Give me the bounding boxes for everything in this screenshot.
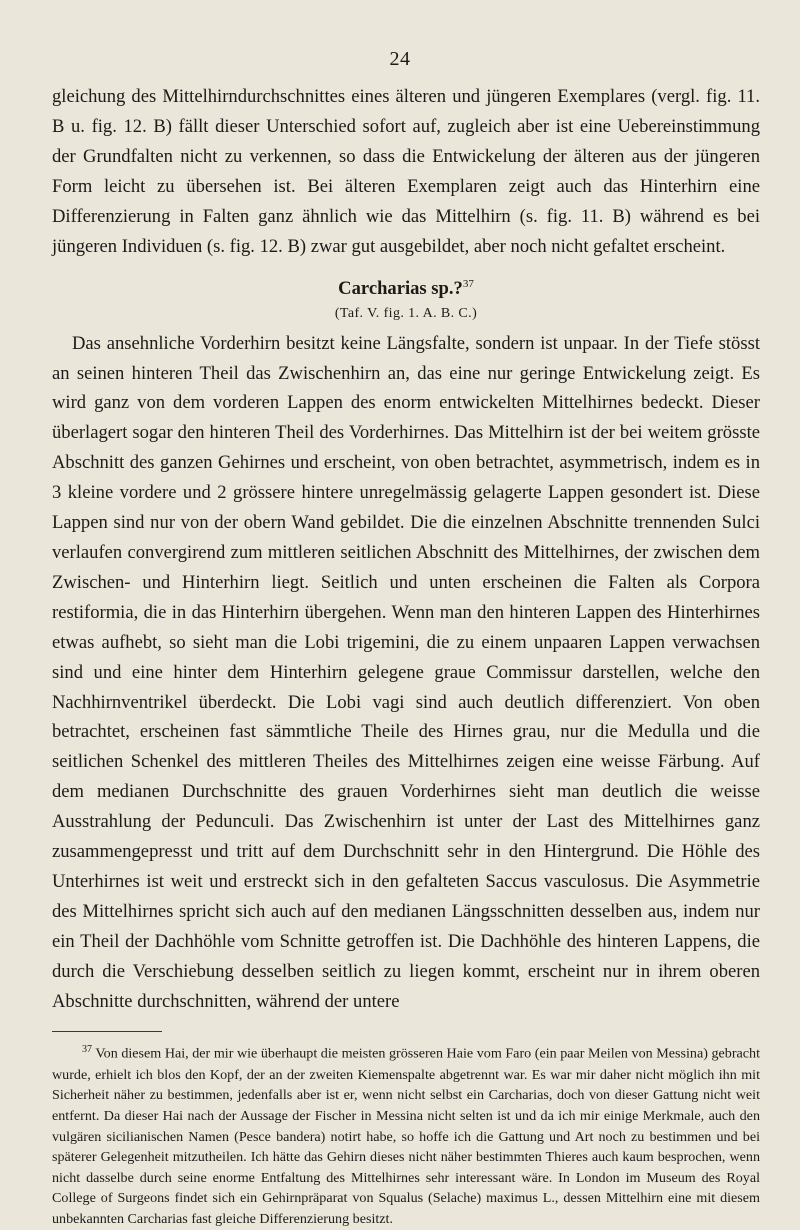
page-body [52, 82, 760, 1230]
footnote-text: Von diesem Hai, der mir wie überhaupt die meisten grösseren Haie vom Faro (ein paar Meilen von Messina) gebracht wurde, erhielt ich blos den Kopf, der an der zweiten Kiemenspalte abgetrennt war. Es war mir daher nicht möglich ihn mit Sicherheit näher zu bestimmen, jedenfalls aber ist er, wenn nicht selbst ein Carcharias, doch von dieser Gattung nicht weit entfernt. Da dieser Hai nach der Aussage der Fischer in Messina nicht selten ist und da ich mir einige Merkmale, auch den vulgären sicilianischen Namen (Pesce bandera) notirt habe, so hoffe ich die Gattung und Art noch zu bestimmen und bei späterer Gelegenheit mitzutheilen. Ich hätte das Gehirn dieses nicht näher bestimmten Thieres auch kaum besprochen, wenn nicht dasselbe durch seine enorme Entfaltung des Mittelhirnes sehr interessant wäre. In London im Museum des Royal College of Surgeons findet sich ein Gehirnpräparat von Squalus (Selache) maximus L., dessen Mittelhirn eine mit diesem unbekannten Carcharias fast gleiche Differenzierung besitzt. [52, 1046, 760, 1227]
page-number: 24 [389, 48, 411, 70]
plate-reference: (Taf. V. fig. 1. A. B. C.) [334, 305, 478, 321]
footnote-separator [52, 1031, 162, 1032]
footnote-reference: 37 [462, 278, 474, 291]
section-title: Carcharias sp.? [338, 278, 463, 300]
section-heading [52, 271, 760, 302]
paragraph-main: Das ansehnliche Vorderhirn besitzt keine Längsfalte, sondern ist unpaar. In der Tiefe stösst an seinen hinteren Theil das Zwischenhirn an, das eine nur geringe Entwickelung zeigt. Es wird ganz von dem vorderen Lappen des enorm entwickelten Mittelhirnes bedeckt. Dieser überlagert sogar den hinteren Theil des Vorderhirnes. Das Mittelhirn ist der bei weitem grösste Abschnitt des ganzen Gehirnes und erscheint, von oben betrachtet, asymmetrisch, indem es in 3 kleine vordere und 2 grössere hintere unregelmässig gelagerte Lappen gesondert ist. Diese Lappen sind nur von der obern Wand gebildet. Die die einzelnen Abschnitte trennenden Sulci verlaufen convergirend zum mittleren seitlichen Abschnitt des Mittelhirnes, der zwischen dem Zwischen- und Hinterhirn liegt. Seitlich und unten erscheinen die Falten als Corpora restiformia, die in das Hinterhirn übergehen. Wenn man den hinteren Lappen des Hinterhirnes etwas aufhebt, so sieht man die Lobi trigemini, die zu einem unpaaren Lappen verwachsen sind und eine hinter dem Hinterhirn gelegene graue Commissur darstellen, welche den Nachhirnventrikel überdeckt. Die Lobi vagi sind auch deutlich differenziert. Von oben betrachtet, erscheinen fast sämmtliche Theile des Hirnes grau, nur die Medulla und die seitlichen Schenkel des mittleren Theiles des Mittelhirnes zeigen eine weisse Färbung. Auf dem medianen Durchschnitte des grauen Vorderhirnes sieht man deutlich die weisse Ausstrahlung der Pedunculi. Das Zwischenhirn ist unter der Last des Mittelhirnes ganz zusammengepresst und tritt auf dem Durchschnitt sehr in den Hintergrund. Die Höhle des Unterhirnes ist weit und erstreckt sich in den gefalteten Saccus vasculosus. Die Asymmetrie des Mittelhirnes spricht sich auch auf den medianen Längsschnitten desselben aus, indem nur ein Theil der Dachhöhle vom Schnitte getroffen ist. Die Dachhöhle des hinteren Lappens, die durch die Verschiebung desselben seitlich zu liegen kommt, erscheint nur in ihrem oberen Abschnitte durchschnitten, während der untere [52, 332, 760, 1012]
footnote [52, 1040, 760, 1229]
paragraph-continuation: gleichung des Mittelhirndurchschnittes eines älteren und jüngeren Exemplares (vergl. fig. 11. B u. fig. 12. B) fällt dieser Unterschied sofort auf, zugleich aber ist eine Uebereinstimmung der Grundfalten nicht zu verkennen, so dass die Entwickelung der älteren aus der jüngeren Form leicht zu übersehen ist. Bei älteren Exemplaren zeigt auch das Hinterhirn eine Differenzierung in Falten ganz ähnlich wie das Mittelhirn (s. fig. 11. B) während es bei jüngeren Individuen (s. fig. 12. B) zwar gut ausgebildet, aber noch nicht gefaltet erscheint. [52, 86, 760, 257]
footnote-mark: 37 [82, 1044, 92, 1056]
